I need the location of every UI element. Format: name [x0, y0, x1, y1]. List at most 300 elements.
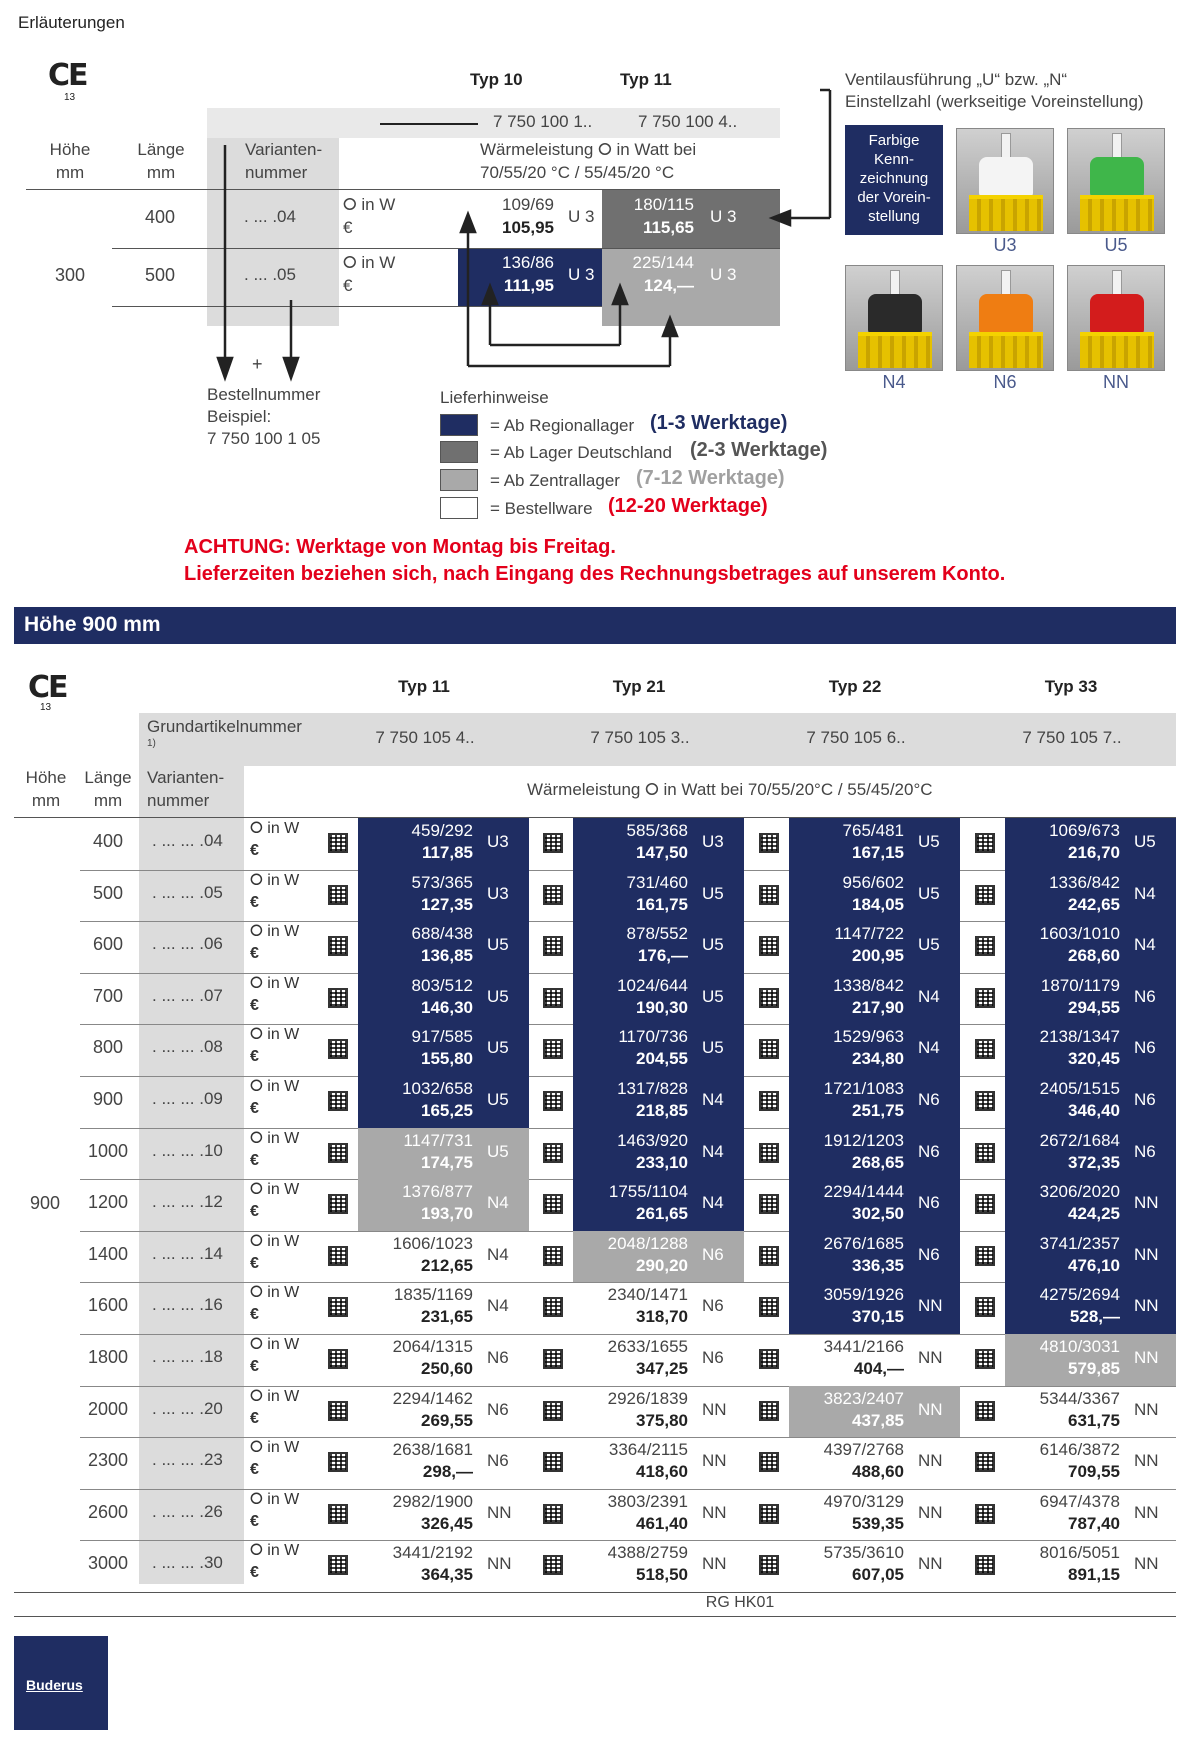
- price-cell-watt: 803/512: [411, 975, 473, 995]
- row-laenge: 1000: [87, 1140, 129, 1161]
- datamatrix-icon: [759, 833, 779, 853]
- row-q-label: ⭘ in W: [250, 1490, 300, 1508]
- q-symbol-icon: ⭘: [250, 1129, 263, 1147]
- top-r2-laenge: 500: [144, 265, 176, 285]
- row-laenge: 1400: [87, 1243, 129, 1264]
- price-cell-price: 165,25: [421, 1101, 473, 1120]
- price-cell-price: 161,75: [636, 894, 688, 914]
- row-eur-label: €: [250, 1203, 259, 1221]
- hoehe-unit: mm: [55, 163, 85, 182]
- datamatrix-icon: [328, 1194, 348, 1214]
- price-cell-watt: 956/602: [842, 872, 904, 892]
- datamatrix-icon: [759, 1504, 779, 1524]
- price-cell-watt: 4388/2759: [607, 1543, 688, 1563]
- price-cell-valve: U3: [487, 832, 509, 851]
- row-laenge: 3000: [87, 1553, 129, 1574]
- row-q-label: ⭘ in W: [250, 1078, 300, 1095]
- row-q-label: ⭘ in W: [250, 1181, 300, 1199]
- row-separator: [80, 1489, 1176, 1490]
- row-variant: . ... ... .04: [152, 831, 223, 850]
- price-cell-price: 268,60: [1068, 946, 1120, 966]
- top-r1-t11-w: 180/115: [633, 195, 694, 214]
- row-laenge: 700: [92, 985, 124, 1006]
- datamatrix-icon: [543, 1039, 563, 1059]
- row-q-label: ⭘ in W: [250, 1439, 300, 1457]
- type-header-typ22: Typ 22: [828, 677, 882, 696]
- price-cell-valve: NN: [702, 1399, 727, 1419]
- price-cell-valve: U5: [487, 1141, 509, 1161]
- price-cell-valve: N4: [918, 1038, 940, 1058]
- hoehe-value-bottom: 900: [30, 1193, 61, 1213]
- price-cell-watt: 1170/736: [618, 1027, 688, 1047]
- datamatrix-icon: [543, 1143, 563, 1163]
- price-cell-valve: N6: [1134, 1038, 1156, 1058]
- valve-n6-image: [956, 265, 1054, 371]
- price-cell-price: 418,60: [636, 1462, 688, 1482]
- price-cell-valve: U5: [702, 1038, 724, 1058]
- price-cell-watt: 3803/2391: [607, 1491, 688, 1511]
- price-cell-price: 176,—: [637, 946, 688, 966]
- price-cell-price: 579,85: [1068, 1359, 1120, 1378]
- top-r1-t11-p: 115,65: [642, 218, 694, 237]
- datamatrix-icon: [975, 988, 995, 1008]
- q-symbol-icon: ⭘: [250, 1336, 263, 1353]
- price-cell-valve: NN: [1134, 1348, 1159, 1367]
- price-cell-price: 518,50: [636, 1565, 688, 1585]
- waerme-label-bottom: Wärmeleistung ⭘ in Watt bei 70/55/20°C / 55/45/20°C: [527, 780, 933, 799]
- plus-sign: +: [252, 354, 263, 374]
- laenge-label-bottom: Länge: [84, 768, 132, 787]
- top-r2-t11-v: U 3: [710, 265, 737, 284]
- price-cell-watt: 1835/1169: [393, 1285, 473, 1305]
- price-cell-valve: U5: [918, 883, 940, 903]
- top-r2-variant: . ... .05: [244, 265, 296, 284]
- price-cell-watt: 4275/2694: [1039, 1285, 1120, 1305]
- price-cell-price: 190,30: [636, 997, 688, 1017]
- valve-n4-label: N4: [882, 372, 906, 392]
- price-cell-valve: NN: [1134, 1502, 1159, 1522]
- farbige-box: [845, 125, 943, 235]
- q-symbol-icon: ⭘: [250, 871, 263, 889]
- farbige-line-3: zeichnung: [859, 170, 929, 187]
- top-r2-t11-w: 225/144: [632, 253, 694, 272]
- liefer-swatch-bestell: [440, 497, 478, 519]
- price-cell-valve: N6: [702, 1348, 724, 1367]
- price-cell-price: 233,10: [636, 1152, 688, 1172]
- q-symbol-icon: ⭘: [250, 1490, 263, 1508]
- price-cell-price: 607,05: [852, 1565, 904, 1585]
- datamatrix-icon: [543, 1246, 563, 1266]
- top-r2-t10-w: 136/86: [502, 253, 554, 272]
- row-eur-label: €: [250, 1254, 259, 1272]
- price-cell-watt: 688/438: [411, 924, 473, 944]
- row-variant: . ... ... .23: [152, 1450, 223, 1470]
- nummer-label: nummer: [245, 163, 308, 182]
- beispiel-value: 7 750 100 1 05: [207, 429, 321, 448]
- price-cell-price: 217,90: [852, 997, 904, 1017]
- datamatrix-icon: [975, 1246, 995, 1266]
- ventil-line2: Einstellzahl (werkseitige Voreinstellung): [845, 92, 1144, 111]
- waerme-temps: 70/55/20 °C / 55/45/20 °C: [480, 163, 675, 182]
- row-q-label: ⭘ in W: [250, 923, 300, 941]
- hoehe-label: Höhe: [49, 140, 91, 159]
- price-cell-price: 372,35: [1068, 1152, 1120, 1172]
- price-cell-watt: 2294/1462: [392, 1388, 473, 1408]
- row-eur-label: €: [250, 842, 259, 859]
- row-eur-label: €: [250, 893, 259, 911]
- price-cell-price: 212,65: [421, 1255, 473, 1275]
- hoehe-label-bottom: Höhe: [25, 768, 67, 787]
- datamatrix-icon: [975, 1091, 995, 1111]
- datamatrix-icon: [759, 1349, 779, 1369]
- top-r1-t11-v: U 3: [710, 207, 737, 226]
- price-cell-valve: N4: [702, 1090, 724, 1109]
- datamatrix-icon: [975, 833, 995, 853]
- row-variant: . ... ... .08: [152, 1037, 223, 1057]
- price-cell-price: 251,75: [852, 1101, 904, 1120]
- price-cell-price: 318,70: [636, 1307, 688, 1327]
- price-cell-watt: 6146/3872: [1039, 1440, 1120, 1460]
- datamatrix-icon: [543, 1504, 563, 1524]
- price-cell-valve: N6: [918, 1141, 940, 1161]
- row-variant: . ... ... .09: [152, 1089, 223, 1108]
- price-cell-watt: 4397/2768: [823, 1440, 904, 1460]
- datamatrix-icon: [975, 1039, 995, 1059]
- beispiel-label: Beispiel:: [207, 407, 272, 426]
- datamatrix-icon: [543, 936, 563, 956]
- price-cell-watt: 3741/2357: [1039, 1233, 1120, 1253]
- ce-mark-top: CE: [48, 58, 87, 93]
- grund-num-typ33: 7 750 105 7..: [1022, 728, 1122, 747]
- grund-label-bottom: Grundartikelnummer: [147, 717, 302, 736]
- price-cell-valve: U5: [918, 935, 940, 955]
- price-cell-price: 184,05: [852, 894, 904, 914]
- row-eur-label: €: [250, 1151, 259, 1169]
- price-cell-price: 631,75: [1068, 1410, 1120, 1430]
- datamatrix-icon: [975, 1143, 995, 1163]
- price-cell-price: 269,55: [421, 1410, 473, 1430]
- row-q-label: ⭘ in W: [250, 1026, 300, 1044]
- price-cell-watt: 1317/828: [617, 1079, 688, 1098]
- row-eur-label: €: [250, 945, 259, 963]
- datamatrix-icon: [543, 1401, 563, 1421]
- liefer-text-deutschland: = Ab Lager Deutschland: [490, 443, 672, 462]
- row-q-label: ⭘ in W: [250, 1542, 300, 1560]
- datamatrix-icon: [328, 1349, 348, 1369]
- valve-u5-image: [1067, 128, 1165, 234]
- top-r1-eur: €: [343, 218, 353, 237]
- price-cell-watt: 731/460: [626, 872, 688, 892]
- row-eur-label: €: [250, 996, 259, 1014]
- price-cell-valve: U5: [1134, 832, 1156, 851]
- liefer-days-deutschland: (2-3 Werktage): [690, 439, 828, 461]
- price-cell-valve: N6: [487, 1399, 509, 1419]
- row-laenge: 400: [92, 831, 124, 851]
- price-cell-valve: NN: [702, 1451, 727, 1471]
- price-cell-price: 437,85: [852, 1410, 904, 1430]
- price-cell-valve: U5: [702, 883, 724, 903]
- price-cell-watt: 2672/1684: [1039, 1130, 1120, 1150]
- price-cell-price: 891,15: [1068, 1565, 1120, 1585]
- row-variant: . ... ... .05: [152, 882, 223, 902]
- row-q-label: ⭘ in W: [250, 1387, 300, 1405]
- price-cell-watt: 2633/1655: [607, 1337, 688, 1356]
- datamatrix-icon: [328, 833, 348, 853]
- row-separator: [80, 1437, 1176, 1438]
- price-cell-valve: N4: [487, 1244, 509, 1264]
- row-variant: . ... ... .10: [152, 1140, 223, 1160]
- price-cell-watt: 5344/3367: [1039, 1388, 1120, 1408]
- price-cell-watt: 1147/722: [834, 924, 904, 944]
- price-cell-price: 218,85: [636, 1101, 688, 1120]
- datamatrix-icon: [759, 1143, 779, 1163]
- top-r2-t10-v: U 3: [568, 265, 595, 284]
- price-cell-watt: 3206/2020: [1039, 1182, 1120, 1202]
- q-symbol-icon: ⭘: [250, 820, 263, 837]
- liefer-text-bestell: = Bestellware: [490, 499, 593, 518]
- price-cell-price: 528,—: [1069, 1307, 1120, 1327]
- ventil-line1: Ventilausführung „U“ bzw. „N“: [845, 70, 1068, 89]
- row-laenge: 800: [92, 1037, 124, 1058]
- datamatrix-icon: [975, 1194, 995, 1214]
- row-variant: . ... ... .12: [152, 1192, 223, 1212]
- q-symbol-icon: ⭘: [250, 1439, 263, 1457]
- price-cell-valve: N6: [702, 1244, 724, 1264]
- price-cell-valve: N6: [918, 1193, 940, 1213]
- price-cell-valve: U3: [702, 832, 724, 851]
- nummer-label-bottom: nummer: [147, 791, 210, 810]
- row-q-label: ⭘ in W: [250, 820, 300, 837]
- datamatrix-icon: [328, 1555, 348, 1575]
- q-symbol-icon: ⭘: [250, 1232, 263, 1250]
- farbige-line-2: Kenn-: [873, 151, 915, 168]
- row-eur-label: €: [250, 1048, 259, 1066]
- datamatrix-icon: [328, 988, 348, 1008]
- price-cell-price: 294,55: [1068, 997, 1120, 1017]
- price-cell-valve: NN: [702, 1502, 727, 1522]
- q-symbol-icon: ⭘: [343, 195, 357, 214]
- datamatrix-icon: [975, 1349, 995, 1369]
- ce-number-top: 13: [64, 92, 76, 103]
- price-cell-price: 234,80: [852, 1049, 904, 1069]
- datamatrix-icon: [328, 1246, 348, 1266]
- row-eur-label: €: [250, 1564, 259, 1582]
- datamatrix-icon: [328, 936, 348, 956]
- price-cell-price: 261,65: [636, 1204, 688, 1224]
- q-symbol-icon: ⭘: [250, 1284, 263, 1302]
- price-cell-watt: 5735/3610: [823, 1543, 904, 1563]
- price-cell-valve: N6: [918, 1244, 940, 1264]
- farbige-line-4: der Vorein-: [857, 189, 931, 206]
- price-cell-watt: 1147/731: [403, 1130, 473, 1150]
- price-cell-valve: N4: [918, 986, 940, 1006]
- laenge-unit: mm: [146, 163, 176, 182]
- price-cell-price: 375,80: [636, 1410, 688, 1430]
- top-r2-t11-p: 124,—: [643, 276, 694, 295]
- price-cell-valve: N6: [1134, 1090, 1156, 1109]
- row-q-label: ⭘ in W: [250, 1129, 300, 1147]
- price-cell-watt: 459/292: [411, 821, 473, 840]
- laenge-unit-bottom: mm: [93, 791, 123, 810]
- q-symbol-icon: ⭘: [250, 974, 263, 992]
- price-cell-valve: NN: [1134, 1399, 1159, 1419]
- price-cell-price: 787,40: [1068, 1513, 1120, 1533]
- q-symbol-icon: ⭘: [250, 1181, 263, 1199]
- price-cell-price: 200,95: [852, 946, 904, 966]
- grund-typ11: 7 750 100 4..: [638, 112, 738, 131]
- row-eur-label: €: [250, 1409, 259, 1427]
- type-header-typ11: Typ 11: [398, 677, 450, 696]
- price-cell-valve: U5: [487, 935, 509, 955]
- row-laenge: 2300: [87, 1450, 129, 1471]
- datamatrix-icon: [328, 1504, 348, 1524]
- price-cell-valve: NN: [1134, 1244, 1159, 1264]
- price-cell-price: 204,55: [636, 1049, 688, 1069]
- datamatrix-icon: [328, 1452, 348, 1472]
- price-cell-watt: 1069/673: [1049, 821, 1120, 840]
- datamatrix-icon: [328, 1143, 348, 1163]
- datamatrix-icon: [543, 1349, 563, 1369]
- valve-nn-label: NN: [1103, 372, 1129, 392]
- price-cell-watt: 2064/1315: [392, 1337, 473, 1356]
- datamatrix-icon: [759, 1246, 779, 1266]
- price-cell-valve: NN: [1134, 1193, 1159, 1213]
- price-cell-valve: N6: [918, 1090, 940, 1109]
- section-header-bar: [14, 607, 1176, 644]
- price-cell-price: 370,15: [852, 1307, 904, 1327]
- price-cell-valve: N4: [487, 1193, 509, 1213]
- grund-num-typ11: 7 750 105 4..: [375, 728, 475, 747]
- datamatrix-icon: [759, 1555, 779, 1575]
- price-cell-watt: 2405/1515: [1039, 1079, 1120, 1098]
- q-symbol-icon: ⭘: [250, 1026, 263, 1044]
- top-hoehe-value: 300: [54, 265, 86, 285]
- price-cell-valve: U5: [702, 935, 724, 955]
- price-cell-price: 231,65: [421, 1307, 473, 1327]
- row-variant: . ... ... .16: [152, 1295, 223, 1315]
- price-cell-price: 404,—: [853, 1359, 904, 1378]
- section-title: Höhe 900 mm: [24, 613, 161, 636]
- valve-nn-image: [1067, 265, 1165, 371]
- price-cell-valve: N4: [702, 1193, 724, 1213]
- price-cell-valve: N6: [487, 1348, 509, 1367]
- footer-code: RG HK01: [705, 1594, 775, 1611]
- datamatrix-icon: [759, 936, 779, 956]
- row-separator: [80, 1540, 1176, 1541]
- price-cell-price: 539,35: [852, 1513, 904, 1533]
- price-cell-price: 290,20: [636, 1255, 688, 1275]
- datamatrix-icon: [328, 1091, 348, 1111]
- row-q-label: ⭘ in W: [250, 871, 300, 889]
- price-cell-valve: NN: [918, 1348, 943, 1367]
- price-cell-price: 242,65: [1068, 894, 1120, 914]
- q-symbol-icon: ⭘: [250, 1542, 263, 1560]
- achtung-line1: ACHTUNG: Werktage von Montag bis Freitag.: [184, 536, 616, 558]
- top-r1-t10-w: 109/69: [502, 195, 554, 214]
- top-r2-q: ⭘ in W: [343, 253, 396, 272]
- row-laenge: 500: [92, 882, 124, 903]
- grund-note: 1): [147, 738, 156, 749]
- price-cell-valve: N4: [487, 1296, 509, 1316]
- row-eur-label: €: [250, 1306, 259, 1324]
- price-cell-price: 136,85: [421, 946, 473, 966]
- row-q-label: ⭘ in W: [250, 1336, 300, 1353]
- datamatrix-icon: [543, 1555, 563, 1575]
- datamatrix-icon: [975, 1452, 995, 1472]
- price-cell-watt: 1870/1179: [1040, 975, 1120, 995]
- datamatrix-icon: [759, 1039, 779, 1059]
- price-cell-watt: 6947/4378: [1039, 1491, 1120, 1511]
- row-variant: . ... ... .20: [152, 1398, 223, 1418]
- price-cell-valve: N4: [1134, 883, 1156, 903]
- price-cell-valve: N4: [1134, 935, 1156, 955]
- price-cell-watt: 1338/842: [833, 975, 904, 995]
- price-cell-watt: 1606/1023: [392, 1233, 473, 1253]
- price-cell-price: 155,80: [421, 1049, 473, 1069]
- top-r1-q: ⭘ in W: [343, 195, 396, 214]
- price-cell-price: 364,35: [421, 1565, 473, 1585]
- price-cell-price: 461,40: [636, 1513, 688, 1533]
- liefer-days-zentral: (7-12 Werktage): [636, 467, 785, 489]
- row-laenge: 2000: [87, 1398, 129, 1419]
- price-cell-price: 167,15: [852, 843, 904, 862]
- farbige-line-1: Farbige: [868, 132, 920, 149]
- row-eur-label: €: [250, 1512, 259, 1530]
- datamatrix-icon: [975, 1401, 995, 1421]
- top-r2-t10-p: 111,95: [503, 276, 554, 295]
- price-cell-watt: 2982/1900: [392, 1491, 473, 1511]
- row-laenge: 2600: [87, 1501, 129, 1522]
- datamatrix-icon: [543, 1452, 563, 1472]
- price-cell-price: 346,40: [1068, 1101, 1120, 1120]
- q-symbol-icon: ⭘: [343, 253, 357, 272]
- row-eur-label: €: [250, 1358, 259, 1375]
- grund-num-typ21: 7 750 105 3..: [590, 728, 690, 747]
- varianten-label-bottom: Varianten-: [147, 768, 225, 787]
- liefer-days-bestell: (12-20 Werktage): [608, 495, 768, 517]
- liefer-swatch-zentral: [440, 469, 478, 491]
- price-cell-watt: 2638/1681: [392, 1440, 473, 1460]
- price-cell-price: 302,50: [852, 1204, 904, 1224]
- liefer-swatch-deutschland: [440, 441, 478, 463]
- row-variant: . ... ... .26: [152, 1501, 223, 1521]
- price-cell-valve: N6: [487, 1451, 509, 1471]
- grund-typ10: 7 750 100 1..: [493, 112, 593, 131]
- row-separator: [80, 1386, 1176, 1387]
- datamatrix-icon: [328, 885, 348, 905]
- price-cell-watt: 2294/1444: [823, 1182, 904, 1202]
- top-r1-t10-v: U 3: [568, 207, 595, 226]
- price-cell-watt: 585/368: [626, 821, 688, 840]
- datamatrix-icon: [975, 1504, 995, 1524]
- price-cell-watt: 4970/3129: [823, 1491, 904, 1511]
- datamatrix-icon: [975, 936, 995, 956]
- row-laenge: 1200: [87, 1192, 129, 1213]
- datamatrix-icon: [975, 1297, 995, 1317]
- price-cell-watt: 2926/1839: [607, 1388, 688, 1408]
- price-cell-watt: 3441/2192: [392, 1543, 473, 1563]
- datamatrix-icon: [543, 988, 563, 1008]
- liefer-days-regional: (1-3 Werktage): [650, 412, 788, 434]
- price-cell-price: 174,75: [421, 1152, 473, 1172]
- price-cell-watt: 1336/842: [1049, 872, 1120, 892]
- price-cell-valve: U5: [487, 1090, 509, 1109]
- price-cell-price: 347,25: [636, 1359, 688, 1378]
- type-header-typ33: Typ 33: [1044, 677, 1098, 696]
- row-laenge: 1800: [87, 1347, 129, 1367]
- price-cell-valve: N6: [1134, 986, 1156, 1006]
- datamatrix-icon: [975, 885, 995, 905]
